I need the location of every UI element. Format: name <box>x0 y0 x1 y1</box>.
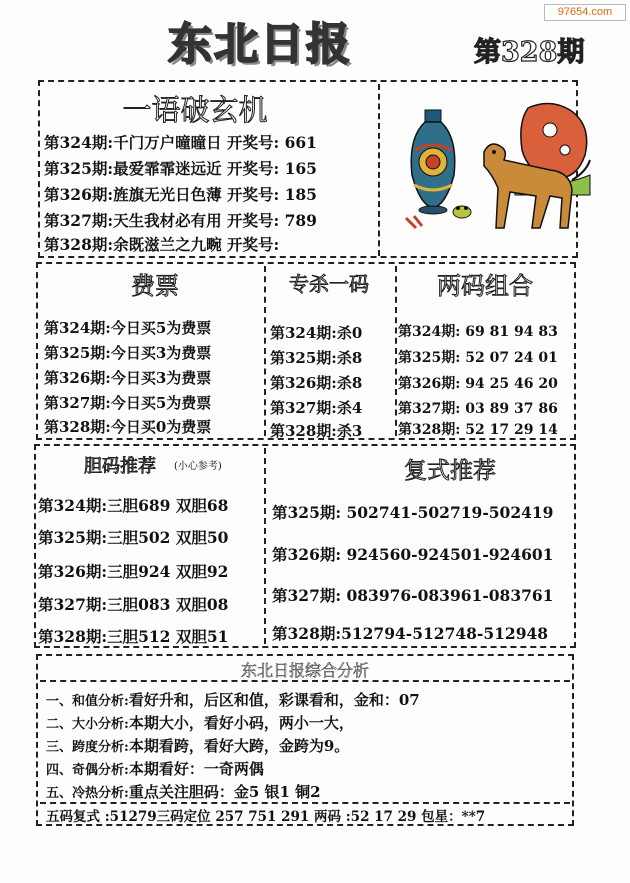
fushi-title: 复式推荐 <box>404 458 496 484</box>
kill-one-row: 第327期:杀4 <box>270 399 363 417</box>
dan-title: 胆码推荐 <box>84 456 156 477</box>
two-code-row: 第326期: 94 25 46 20 <box>398 376 558 392</box>
free-ticket-row: 第324期:今日买5为费票 <box>44 319 212 337</box>
analysis-text: 看好升和，后区和值，彩课看和，金和：07 <box>128 691 420 709</box>
analysis-label: 一、和值分析: <box>46 694 129 709</box>
fushi-row: 第327期: 083976-083961-083761 <box>272 586 554 605</box>
masthead-title: 东北日报 <box>168 19 352 70</box>
kill-one-row: 第324期:杀0 <box>270 324 363 342</box>
vase-icon <box>411 110 455 214</box>
middle-divider-1 <box>264 266 266 436</box>
riddle-row: 第328期:余既滋兰之九畹 开奖号: <box>44 235 280 254</box>
dan-row: 第324期:三胆689 双胆68 <box>38 496 229 515</box>
two-code-row: 第324期: 69 81 94 83 <box>398 324 558 340</box>
analysis-text: 本期看好：一奇两偶 <box>128 760 264 778</box>
free-ticket-row: 第326期:今日买3为费票 <box>44 369 212 387</box>
riddle-divider <box>378 84 380 256</box>
fushi-row: 第325期: 502741-502719-502419 <box>272 503 554 522</box>
analysis-text: 本期大小，看好小码，两小一大， <box>128 714 354 732</box>
riddle-row: 第324期:千门万户曈曈日 开奖号: 661 <box>44 133 317 152</box>
free-ticket-title: 费票 <box>131 272 179 300</box>
analysis-label: 四、奇偶分析: <box>46 763 129 778</box>
recommend-divider <box>264 448 266 644</box>
analysis-row <box>46 689 420 710</box>
two-code-row: 第328期: 52 17 29 14 <box>398 422 558 438</box>
analysis-row <box>46 712 354 733</box>
analysis-footer: 五码复式 :51279三码定位 257 751 291 两码 :52 17 29 包星：**7 <box>46 809 486 825</box>
two-code-row: 第325期: 52 07 24 01 <box>398 350 558 366</box>
analysis-row <box>46 781 321 802</box>
riddle-row: 第325期:最爱霏霏迷远近 开奖号: 165 <box>44 159 317 178</box>
fushi-row: 第328期:512794-512748-512948 <box>272 624 549 643</box>
analysis-row <box>46 758 264 779</box>
riddle-title: 一语破玄机 <box>122 93 268 127</box>
riddle-row: 第327期:天生我材必有用 开奖号: 789 <box>44 211 317 230</box>
vase-and-dog-illustration <box>400 100 595 240</box>
issue-number: 第328期 <box>474 37 585 68</box>
site-watermark: 97654.com <box>544 4 626 21</box>
kill-one-row: 第325期:杀8 <box>270 349 363 367</box>
dan-row: 第328期:三胆512 双胆51 <box>38 627 229 646</box>
kill-one-row: 第326期:杀8 <box>270 374 363 392</box>
kill-one-title: 专杀一码 <box>289 272 369 296</box>
two-code-title: 两码组合 <box>437 272 533 300</box>
analysis-text: 重点关注胆码：金5 银1 铜2 <box>128 783 321 801</box>
free-ticket-row: 第328期:今日买0为费票 <box>44 418 212 436</box>
dan-row: 第326期:三胆924 双胆92 <box>38 562 229 581</box>
middle-divider-2 <box>395 266 397 436</box>
analysis-text: 本期看跨，看好大跨，金跨为9。 <box>128 737 350 755</box>
analysis-label: 五、冷热分析: <box>46 786 129 801</box>
free-ticket-row: 第327期:今日买5为费票 <box>44 394 212 412</box>
analysis-footer-rule <box>40 802 570 804</box>
analysis-title-rule <box>40 680 570 682</box>
small-bird-icon <box>453 206 471 218</box>
kill-one-row: 第328期:杀3 <box>270 422 363 440</box>
analysis-label: 二、大小分析: <box>46 717 129 732</box>
analysis-label: 三、跨度分析: <box>46 740 129 755</box>
two-code-row: 第327期: 03 89 37 86 <box>398 401 558 417</box>
dan-note: (小心参考) <box>174 461 222 472</box>
free-ticket-row: 第325期:今日买3为费票 <box>44 344 212 362</box>
fushi-row: 第326期: 924560-924501-924601 <box>272 545 554 564</box>
analysis-title: 东北日报综合分析 <box>240 661 369 680</box>
dan-row: 第327期:三胆083 双胆08 <box>38 595 229 614</box>
dan-row: 第325期:三胆502 双胆50 <box>38 528 229 547</box>
riddle-row: 第326期:旌旗无光日色薄 开奖号: 185 <box>44 185 317 204</box>
analysis-row <box>46 735 349 756</box>
